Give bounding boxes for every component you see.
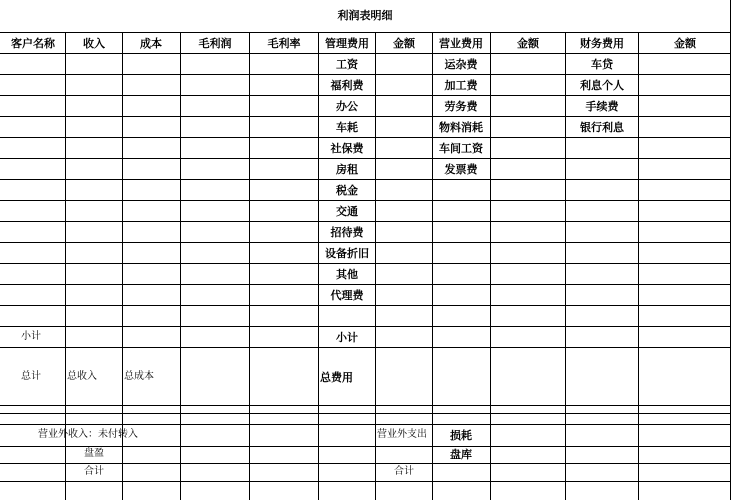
management-item: 招待费 — [330, 226, 364, 239]
management-item: 房租 — [336, 163, 358, 176]
management-item: 工资 — [336, 58, 358, 71]
header-amount-finance: 金额 — [674, 37, 696, 50]
operating-item: 物料消耗 — [439, 121, 483, 134]
grid-vline — [432, 32, 433, 500]
management-item: 社保费 — [330, 142, 364, 155]
customer-total-label: 总计 — [21, 371, 41, 382]
sum-left-label: 合计 — [84, 466, 104, 477]
header-gross-margin: 毛利率 — [267, 37, 301, 50]
finance-item: 车贷 — [591, 58, 613, 71]
header-cost: 成本 — [140, 37, 162, 50]
management-item: 税金 — [336, 184, 358, 197]
operating-item: 车间工资 — [439, 142, 483, 155]
finance-item: 银行利息 — [580, 121, 624, 134]
management-item: 代理费 — [330, 289, 364, 302]
total-expenses-label: 总费用 — [320, 371, 353, 384]
total-cost-label: 总成本 — [124, 371, 154, 382]
grid-hline — [0, 95, 731, 96]
management-subtotal-label: 小计 — [336, 331, 358, 344]
grid-hline — [0, 481, 731, 482]
operating-item: 劳务费 — [444, 100, 478, 113]
header-customer-name: 客户名称 — [11, 37, 55, 50]
grid-hline — [0, 179, 731, 180]
inventory-label: 盘库 — [450, 448, 472, 461]
grid-hline — [0, 413, 731, 414]
management-item: 福利费 — [330, 79, 364, 92]
grid-hline — [0, 242, 731, 243]
header-finance-expenses: 财务费用 — [580, 37, 624, 50]
grid-hline — [0, 405, 731, 406]
non-operating-income-label: 营业外收入：未付转入 — [38, 429, 138, 440]
management-item: 其他 — [336, 268, 358, 281]
management-item: 设备折旧 — [325, 247, 369, 260]
header-amount-operating: 金额 — [517, 37, 539, 50]
loss-label: 损耗 — [450, 429, 472, 442]
grid-hline — [0, 305, 731, 306]
header-operating-expenses: 营业费用 — [439, 37, 483, 50]
grid-hline — [0, 221, 731, 222]
sum-right-label: 合计 — [394, 466, 414, 477]
grid-hline — [0, 347, 731, 348]
grid-hline — [0, 326, 731, 327]
grid-hline — [0, 53, 731, 54]
grid-vline — [490, 32, 491, 500]
grid-hline — [0, 263, 731, 264]
management-item: 办公 — [336, 100, 358, 113]
grid-vline — [638, 32, 639, 500]
operating-item: 发票费 — [444, 163, 478, 176]
grid-hline — [0, 74, 731, 75]
grid-hline — [0, 200, 731, 201]
finance-item: 利息个人 — [580, 79, 624, 92]
grid-hline — [0, 284, 731, 285]
header-income: 收入 — [83, 37, 105, 50]
grid-hline — [0, 137, 731, 138]
grid-hline — [0, 116, 731, 117]
finance-item: 手续费 — [585, 100, 619, 113]
operating-item: 加工费 — [444, 79, 478, 92]
grid-hline — [0, 463, 731, 464]
header-management-expenses: 管理费用 — [325, 37, 369, 50]
sheet-title: 利润表明细 — [337, 9, 393, 22]
grid-hline — [0, 424, 731, 425]
grid-hline — [0, 446, 731, 447]
grid-vline — [318, 32, 319, 500]
grid-vline — [249, 32, 250, 500]
header-gross-profit: 毛利润 — [198, 37, 232, 50]
surplus-label: 盘盈 — [84, 448, 104, 459]
grid-vline — [375, 32, 376, 500]
customer-subtotal-label: 小计 — [21, 331, 41, 342]
grid-hline — [0, 32, 731, 33]
grid-vline — [565, 32, 566, 500]
header-amount-management: 金额 — [393, 37, 415, 50]
grid-hline — [0, 158, 731, 159]
operating-item: 运杂费 — [444, 58, 478, 71]
management-item: 交通 — [336, 205, 358, 218]
grid-vline — [180, 32, 181, 500]
management-item: 车耗 — [336, 121, 358, 134]
non-operating-expense-label: 营业外支出 — [377, 429, 427, 440]
total-income-label: 总收入 — [67, 371, 97, 382]
